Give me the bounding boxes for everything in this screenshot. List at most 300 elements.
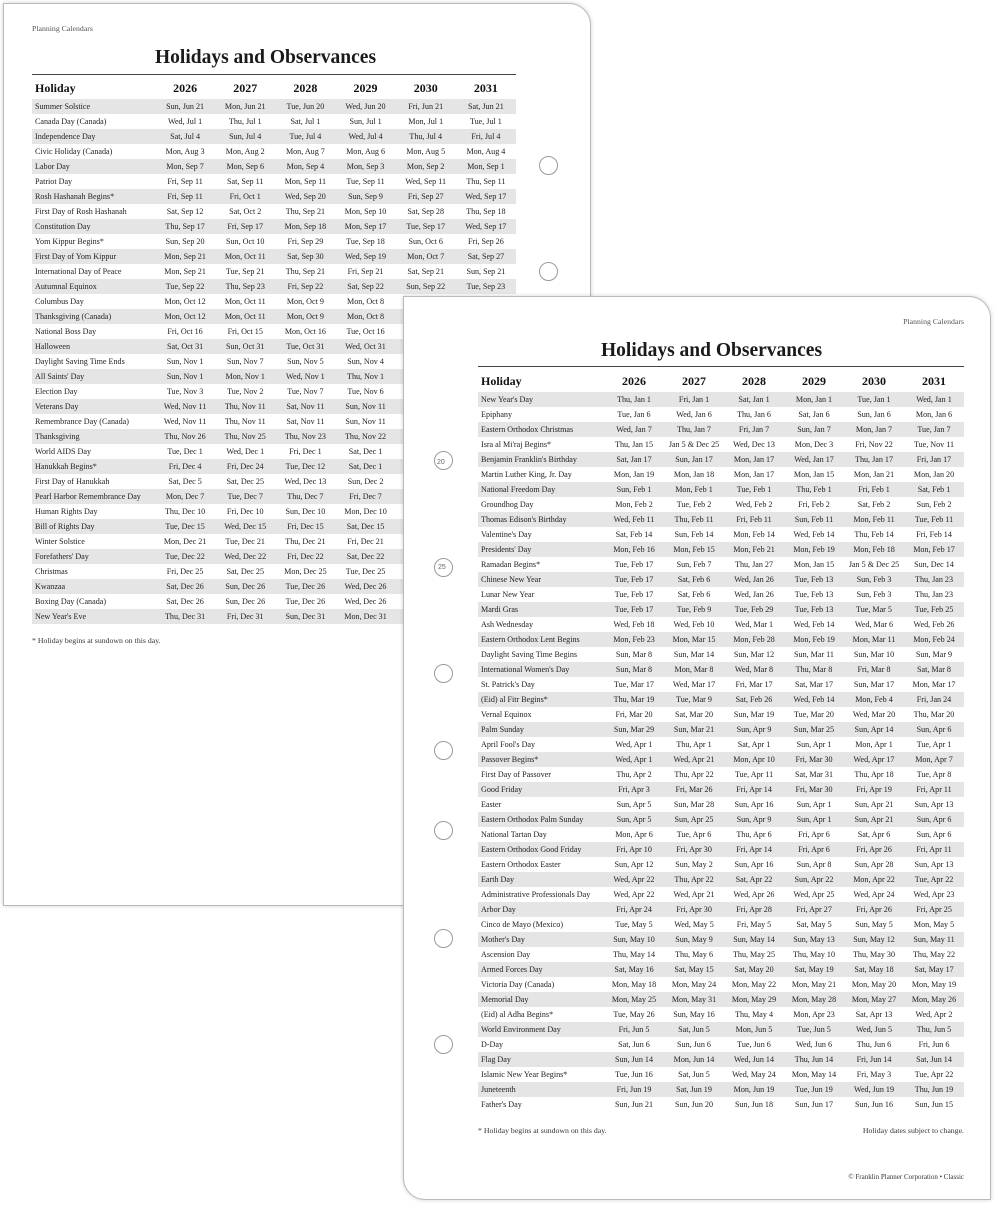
holiday-date: Mon, Jan 6 [915, 410, 953, 419]
table-row [478, 722, 964, 737]
holiday-date: Sun, Sep 20 [165, 237, 205, 246]
holiday-date: Sun, May 16 [673, 1010, 715, 1019]
table-row [478, 782, 964, 797]
holiday-column-header: Holiday [481, 373, 522, 388]
holiday-date: Tue, Apr 11 [734, 770, 774, 779]
year-column-header: 2028 [742, 373, 766, 388]
holiday-date: Thu, Nov 1 [335, 369, 395, 384]
holiday-date: Wed, Dec 1 [226, 447, 265, 456]
holiday-date: Sun, Apr 22 [784, 872, 844, 887]
holiday-date: Wed, May 24 [732, 1070, 776, 1079]
holiday-date: Thu, Dec 21 [285, 537, 326, 546]
holiday-date: Fri, Dec 25 [166, 567, 204, 576]
holiday-name: Lunar New Year [481, 590, 535, 599]
year-column-header: 2030 [862, 373, 886, 388]
holiday-date: Mon, Dec 25 [284, 567, 327, 576]
holiday-date: Mon, Sep 1 [456, 159, 516, 174]
holiday-date: Sun, Mar 9 [915, 650, 953, 659]
table-row [478, 857, 964, 872]
holiday-date: Tue, Nov 11 [913, 440, 955, 449]
holiday-date: Sat, Apr 22 [724, 872, 784, 887]
table-row [478, 962, 964, 977]
holiday-date: Thu, Mar 20 [913, 710, 955, 719]
hole-number: 25 [438, 564, 446, 571]
holiday-name: Palm Sunday [478, 722, 604, 737]
holiday-name: Valentine's Day [481, 530, 532, 539]
front-planner-page [403, 296, 991, 1200]
year-column-header: 2030 [413, 80, 438, 95]
holiday-date: Sat, Feb 14 [615, 530, 653, 539]
holiday-date: Fri, Mar 17 [735, 680, 773, 689]
table-row [478, 917, 964, 932]
holiday-name: Hanukkah Begins* [32, 459, 155, 474]
holiday-name: International Day of Peace [35, 267, 122, 276]
holiday-date: Mon, Feb 19 [784, 632, 844, 647]
table-row [32, 279, 516, 294]
holiday-date: Fri, Sep 29 [287, 237, 324, 246]
holiday-date: Thu, Sep 11 [466, 177, 506, 186]
holiday-date: Sat, Jun 6 [618, 1040, 650, 1049]
holiday-name: Epiphany [481, 410, 513, 419]
holiday-date: Mon, Feb 18 [844, 542, 904, 557]
holiday-table [478, 370, 964, 1112]
holiday-date: Mon, Sep 17 [335, 219, 395, 234]
binder-hole [434, 664, 453, 683]
holiday-date: Thu, May 4 [735, 1010, 773, 1019]
holiday-date: Fri, Jun 21 [396, 99, 456, 114]
holiday-date: Tue, Feb 13 [784, 572, 844, 587]
holiday-date: Wed, Feb 18 [613, 620, 655, 629]
holiday-date: Wed, Jan 1 [904, 392, 964, 407]
holiday-date: Wed, Apr 21 [673, 890, 715, 899]
holiday-name: Halloween [32, 339, 155, 354]
holiday-date: Mon, May 26 [904, 992, 964, 1007]
holiday-date: Sun, Nov 4 [347, 357, 384, 366]
holiday-date: Fri, Apr 10 [604, 842, 664, 857]
holiday-date: Thu, May 22 [912, 950, 956, 959]
holiday-name: Islamic New Year Begins* [481, 1070, 568, 1079]
holiday-date: Sun, Apr 25 [664, 812, 724, 827]
holiday-date: Sun, Jun 6 [677, 1040, 711, 1049]
holiday-date: Thu, May 30 [852, 950, 896, 959]
holiday-date: Mon, Oct 11 [215, 249, 275, 264]
holiday-date: Mon, May 14 [791, 1070, 837, 1079]
holiday-date: Fri, Dec 7 [335, 489, 395, 504]
holiday-date: Sat, Sep 11 [227, 177, 264, 186]
holiday-date: Sat, Jun 5 [664, 1022, 724, 1037]
holiday-date: Sun, Jan 17 [664, 452, 724, 467]
holiday-name: Presidents' Day [478, 542, 604, 557]
year-column-header: 2029 [353, 80, 378, 95]
holiday-date: Fri, Oct 16 [167, 327, 203, 336]
table-row [478, 902, 964, 917]
holiday-date: Sun, Nov 7 [226, 357, 264, 366]
holiday-date: Thu, Jun 14 [784, 1052, 844, 1067]
holiday-date: Wed, Dec 22 [215, 549, 275, 564]
holiday-date: Fri, Feb 11 [724, 512, 784, 527]
holiday-date: Mon, Sep 7 [155, 159, 215, 174]
holiday-date: Mon, Oct 12 [164, 297, 206, 306]
table-row [478, 587, 964, 602]
holiday-date: Fri, Apr 3 [604, 782, 664, 797]
holiday-date: Sun, Mar 8 [604, 662, 664, 677]
holiday-date: Sat, Feb 6 [664, 572, 724, 587]
holiday-date: Wed, Dec 26 [344, 597, 387, 606]
table-row [478, 512, 964, 527]
holiday-date: Fri, Apr 24 [604, 902, 664, 917]
holiday-date: Wed, Jun 14 [724, 1052, 784, 1067]
table-row [478, 527, 964, 542]
holiday-date: Wed, Jun 5 [844, 1022, 904, 1037]
binder-hole [434, 1035, 453, 1054]
holiday-date: Tue, Nov 3 [166, 387, 204, 396]
holiday-name: Passover Begins* [478, 752, 604, 767]
holiday-date: Thu, Nov 25 [215, 429, 275, 444]
holiday-date: Mon, Feb 4 [844, 692, 904, 707]
holiday-date: Tue, Nov 7 [287, 387, 324, 396]
holiday-date: Thu, Jul 1 [228, 117, 262, 126]
holiday-name: First Day of Rosh Hashanah [35, 207, 127, 216]
page-header-label: Planning Calendars [903, 317, 964, 326]
holiday-date: Wed, Feb 2 [735, 500, 773, 509]
table-row [478, 1097, 964, 1112]
holiday-date: Mon, Feb 14 [733, 530, 775, 539]
holiday-date: Wed, Jan 6 [676, 410, 712, 419]
holiday-date: Mon, Jan 21 [853, 470, 895, 479]
holiday-date: Mon, Aug 5 [406, 147, 446, 156]
holiday-name: D-Day [481, 1040, 504, 1049]
binder-hole [539, 262, 558, 281]
holiday-name: Isra al Mi'raj Begins* [481, 440, 552, 449]
holiday-date: Sun, May 5 [855, 920, 893, 929]
table-row [478, 677, 964, 692]
holiday-name: Rosh Hashanah Begins* [32, 189, 155, 204]
holiday-date: Mon, Oct 11 [224, 297, 266, 306]
holiday-date: Thu, Nov 23 [275, 429, 335, 444]
holiday-date: Mon, Oct 9 [286, 297, 324, 306]
holiday-date: Fri, Jun 19 [604, 1082, 664, 1097]
holiday-date: Sat, Jun 5 [678, 1070, 710, 1079]
holiday-date: Mon, Sep 4 [275, 159, 335, 174]
holiday-date: Fri, Jun 14 [844, 1052, 904, 1067]
holiday-date: Tue, Sep 17 [396, 219, 456, 234]
holiday-date: Sun, Jun 20 [674, 1100, 713, 1109]
holiday-date: Sat, Oct 2 [229, 207, 262, 216]
table-row [32, 234, 516, 249]
table-row [478, 707, 964, 722]
holiday-date: Sun, Apr 13 [914, 860, 954, 869]
holiday-date: Fri, Dec 31 [215, 609, 275, 624]
holiday-date: Mon, Feb 15 [664, 542, 724, 557]
holiday-date: Wed, Sep 11 [405, 177, 447, 186]
holiday-date: Sat, Jul 4 [155, 129, 215, 144]
holiday-date: Mon, Mar 11 [844, 632, 904, 647]
holiday-date: Mon, Jan 15 [793, 560, 835, 569]
holiday-date: Sun, Nov 11 [335, 399, 395, 414]
holiday-date: Mon, Jan 15 [793, 470, 835, 479]
title-rule [478, 366, 964, 367]
holiday-name: Civic Holiday (Canada) [35, 147, 113, 156]
holiday-date: Tue, Sep 21 [225, 267, 265, 276]
holiday-date: Mon, Jan 17 [724, 452, 784, 467]
holiday-date: Wed, Mar 8 [724, 662, 784, 677]
holiday-date: Fri, Jun 5 [604, 1022, 664, 1037]
holiday-date: Fri, Mar 8 [844, 662, 904, 677]
holiday-date: Mon, Aug 4 [466, 147, 506, 156]
holiday-date: Mon, Oct 8 [335, 309, 395, 324]
holiday-date: Mon, Sep 21 [164, 267, 206, 276]
holiday-date: Mon, Jun 19 [724, 1082, 784, 1097]
holiday-date: Tue, May 5 [615, 920, 653, 929]
holiday-date: Sat, Dec 5 [168, 477, 202, 486]
table-row [478, 497, 964, 512]
holiday-date: Mon, Jan 7 [844, 422, 904, 437]
holiday-date: Tue, Oct 31 [275, 339, 335, 354]
holiday-name: All Saints' Day [32, 369, 155, 384]
holiday-date: Fri, Mar 20 [615, 710, 653, 719]
holiday-date: Tue, Feb 11 [904, 512, 964, 527]
holiday-date: Tue, Jun 19 [784, 1082, 844, 1097]
holiday-date: Tue, Feb 17 [604, 602, 664, 617]
holiday-date: Wed, Jan 17 [784, 452, 844, 467]
holiday-date: Sun, Mar 10 [853, 650, 895, 659]
holiday-name: Eastern Orthodox Easter [481, 860, 561, 869]
holiday-date: Wed, Sep 20 [275, 189, 335, 204]
holiday-date: Sun, Jul 1 [349, 117, 382, 126]
holiday-name: Armed Forces Day [478, 962, 604, 977]
holiday-name: Easter [481, 800, 502, 809]
holiday-name: Juneteenth [478, 1082, 604, 1097]
holiday-date: Sun, Apr 9 [724, 722, 784, 737]
holiday-date: Mon, Feb 24 [904, 632, 964, 647]
holiday-date: Wed, Jun 19 [844, 1082, 904, 1097]
holiday-date: Fri, Sep 26 [468, 237, 504, 246]
holiday-date: Sun, Sep 21 [466, 267, 506, 276]
holiday-column-header: Holiday [35, 80, 76, 95]
holiday-date: Sat, May 17 [904, 962, 964, 977]
holiday-date: Fri, Jan 7 [724, 422, 784, 437]
holiday-date: Mon, Aug 6 [346, 147, 385, 156]
holiday-date: Tue, Dec 7 [215, 489, 275, 504]
holiday-date: Sun, Feb 7 [676, 560, 712, 569]
holiday-date: Tue, Apr 22 [914, 1070, 954, 1079]
copyright: © Franklin Planner Corporation • Classic [848, 1173, 964, 1181]
holiday-date: Mon, Feb 17 [904, 542, 964, 557]
hole-number: 20 [437, 459, 445, 466]
holiday-date: Sat, Mar 20 [675, 710, 713, 719]
holiday-date: Thu, May 6 [675, 950, 713, 959]
holiday-date: Sat, Feb 26 [724, 692, 784, 707]
table-row [32, 249, 516, 264]
holiday-date: Tue, May 26 [613, 1010, 655, 1019]
holiday-date: Thu, Jan 6 [737, 410, 771, 419]
holiday-date: Thu, Jan 17 [844, 452, 904, 467]
holiday-date: Sat, Dec 25 [226, 567, 264, 576]
holiday-name: Bill of Rights Day [32, 519, 155, 534]
holiday-date: Mon, Feb 1 [664, 482, 724, 497]
holiday-date: Sun, Apr 14 [844, 722, 904, 737]
table-row [478, 947, 964, 962]
holiday-date: Wed, Nov 1 [275, 369, 335, 384]
holiday-date: Fri, Dec 22 [275, 549, 335, 564]
holiday-date: Fri, Jan 1 [664, 392, 724, 407]
holiday-name: Memorial Day [478, 992, 604, 1007]
holiday-date: Sun, Jun 21 [614, 1100, 653, 1109]
holiday-date: Mon, Sep 3 [335, 159, 395, 174]
holiday-date: Sat, Sep 27 [456, 249, 516, 264]
holiday-date: Mon, Sep 6 [215, 159, 275, 174]
holiday-date: Mon, Mar 8 [664, 662, 724, 677]
table-row [478, 737, 964, 752]
holiday-date: Sun, Nov 1 [166, 357, 204, 366]
holiday-name: (Eid) al Fitr Begins* [478, 692, 604, 707]
holiday-date: Wed, Sep 17 [456, 219, 516, 234]
holiday-date: Sun, May 14 [724, 932, 784, 947]
holiday-date: Fri, Apr 14 [724, 782, 784, 797]
holiday-name: Flag Day [478, 1052, 604, 1067]
footnote: * Holiday begins at sundown on this day. [478, 1126, 607, 1135]
holiday-date: Sat, Jun 21 [456, 99, 516, 114]
holiday-date: Sat, Jan 17 [604, 452, 664, 467]
holiday-date: Sun, Apr 1 [796, 740, 832, 749]
holiday-date: Fri, Oct 15 [227, 327, 263, 336]
holiday-date: Sat, Dec 1 [348, 447, 383, 456]
holiday-date: Tue, Dec 15 [155, 519, 215, 534]
holiday-date: Jan 5 & Dec 25 [668, 440, 720, 449]
holiday-date: Mon, Feb 19 [784, 542, 844, 557]
holiday-date: Thu, Nov 22 [335, 429, 395, 444]
holiday-date: Wed, Nov 11 [163, 417, 207, 426]
holiday-date: Sat, Dec 25 [226, 477, 264, 486]
holiday-date: Sun, Apr 5 [616, 800, 652, 809]
holiday-date: Mon, Mar 15 [664, 632, 724, 647]
holiday-date: Sat, Dec 15 [335, 519, 395, 534]
holiday-date: Sat, Mar 17 [795, 680, 833, 689]
holiday-date: Mon, Aug 2 [225, 147, 265, 156]
holiday-date: Tue, Apr 1 [916, 740, 952, 749]
holiday-name: Martin Luther King, Jr. Day [481, 470, 572, 479]
holiday-date: Sat, Feb 1 [904, 482, 964, 497]
holiday-date: Fri, Dec 4 [155, 459, 215, 474]
holiday-date: Wed, Apr 22 [613, 890, 655, 899]
holiday-date: Sun, Oct 31 [215, 339, 275, 354]
holiday-date: Sun, Nov 5 [287, 357, 324, 366]
table-row [478, 1022, 964, 1037]
holiday-date: Fri, Apr 6 [798, 830, 830, 839]
holiday-date: Mon, Feb 11 [844, 512, 904, 527]
holiday-name: Constitution Day [32, 219, 155, 234]
holiday-date: Sat, Dec 26 [166, 597, 204, 606]
holiday-date: Fri, Apr 25 [904, 902, 964, 917]
year-column-header: 2029 [802, 373, 826, 388]
holiday-date: Tue, Jan 6 [617, 410, 651, 419]
holiday-date: Sun, Feb 3 [856, 590, 892, 599]
holiday-date: Fri, Jan 17 [904, 452, 964, 467]
year-column-header: 2031 [922, 373, 946, 388]
holiday-date: Mon, Feb 28 [724, 632, 784, 647]
table-row [478, 1007, 964, 1022]
table-row [478, 992, 964, 1007]
table-row [478, 437, 964, 452]
holiday-date: Sat, Jun 14 [904, 1052, 964, 1067]
holiday-date: Sun, Mar 8 [615, 650, 653, 659]
holiday-date: Fri, Dec 1 [289, 447, 322, 456]
holiday-date: Mon, Sep 18 [275, 219, 335, 234]
holiday-name: Yom Kippur Begins* [35, 237, 104, 246]
holiday-date: Tue, Mar 9 [664, 692, 724, 707]
holiday-name: Ascension Day [481, 950, 531, 959]
holiday-date: Sun, Apr 13 [914, 800, 954, 809]
table-row [478, 617, 964, 632]
holiday-date: Sun, Mar 17 [853, 680, 895, 689]
holiday-date: Thu, Sep 21 [285, 267, 326, 276]
holiday-date: Thu, Jan 27 [735, 560, 773, 569]
holiday-date: Thu, Jan 23 [904, 572, 964, 587]
table-row [32, 159, 516, 174]
holiday-date: Sun, Feb 3 [844, 572, 904, 587]
holiday-date: Sun, May 2 [675, 860, 713, 869]
holiday-date: Mon, Jun 5 [724, 1022, 784, 1037]
table-row [478, 1067, 964, 1082]
holiday-date: Sat, May 16 [604, 962, 664, 977]
holiday-date: Tue, Feb 17 [604, 572, 664, 587]
page-title: Holidays and Observances [155, 47, 377, 68]
holiday-name: Forefathers' Day [32, 549, 155, 564]
holiday-name: (Eid) al Adha Begins* [481, 1010, 554, 1019]
holiday-date: Mon, Aug 3 [165, 147, 205, 156]
holiday-date: Tue, Sep 22 [155, 279, 215, 294]
holiday-date: Tue, Dec 21 [225, 537, 265, 546]
holiday-date: Fri, Feb 14 [916, 530, 952, 539]
holiday-date: Wed, Mar 20 [852, 710, 896, 719]
holiday-date: Wed, Mar 1 [734, 620, 774, 629]
holiday-date: Mon, Oct 8 [347, 297, 385, 306]
table-row [478, 467, 964, 482]
holiday-date: Sun, Jun 16 [854, 1100, 893, 1109]
holiday-date: Wed, Dec 13 [284, 477, 327, 486]
holiday-date: Fri, Jan 24 [904, 692, 964, 707]
holiday-date: Sun, Nov 11 [345, 417, 386, 426]
holiday-name: Thanksgiving (Canada) [32, 309, 155, 324]
holiday-date: Mon, Oct 9 [275, 309, 335, 324]
holiday-date: Tue, Jan 7 [904, 422, 964, 437]
holiday-date: Mon, May 21 [791, 980, 837, 989]
holiday-date: Fri, Mar 26 [664, 782, 724, 797]
holiday-date: Sun, Dec 14 [914, 560, 954, 569]
holiday-date: Wed, Jan 26 [734, 590, 774, 599]
holiday-date: Sat, Sep 30 [275, 249, 335, 264]
year-column-header: 2027 [682, 373, 706, 388]
holiday-name: April Fool's Day [481, 740, 536, 749]
holiday-date: Sat, Jan 6 [798, 410, 830, 419]
holiday-date: Fri, Nov 22 [855, 440, 893, 449]
holiday-date: Sat, Apr 13 [855, 1010, 893, 1019]
holiday-name: Canada Day (Canada) [35, 117, 107, 126]
holiday-date: Sun, Apr 6 [916, 830, 952, 839]
holiday-date: Mon, Sep 2 [396, 159, 456, 174]
table-row [478, 842, 964, 857]
holiday-date: Tue, Oct 16 [346, 327, 385, 336]
holiday-date: Thu, May 25 [732, 950, 776, 959]
holiday-name: Labor Day [32, 159, 155, 174]
holiday-date: Wed, Apr 17 [844, 752, 904, 767]
holiday-date: Fri, Sep 11 [167, 177, 203, 186]
holiday-date: Wed, Jun 20 [335, 99, 395, 114]
holiday-date: Fri, Mar 30 [784, 752, 844, 767]
holiday-date: Mon, Jan 19 [613, 470, 655, 479]
holiday-date: Sun, Apr 21 [844, 812, 904, 827]
table-row [478, 602, 964, 617]
